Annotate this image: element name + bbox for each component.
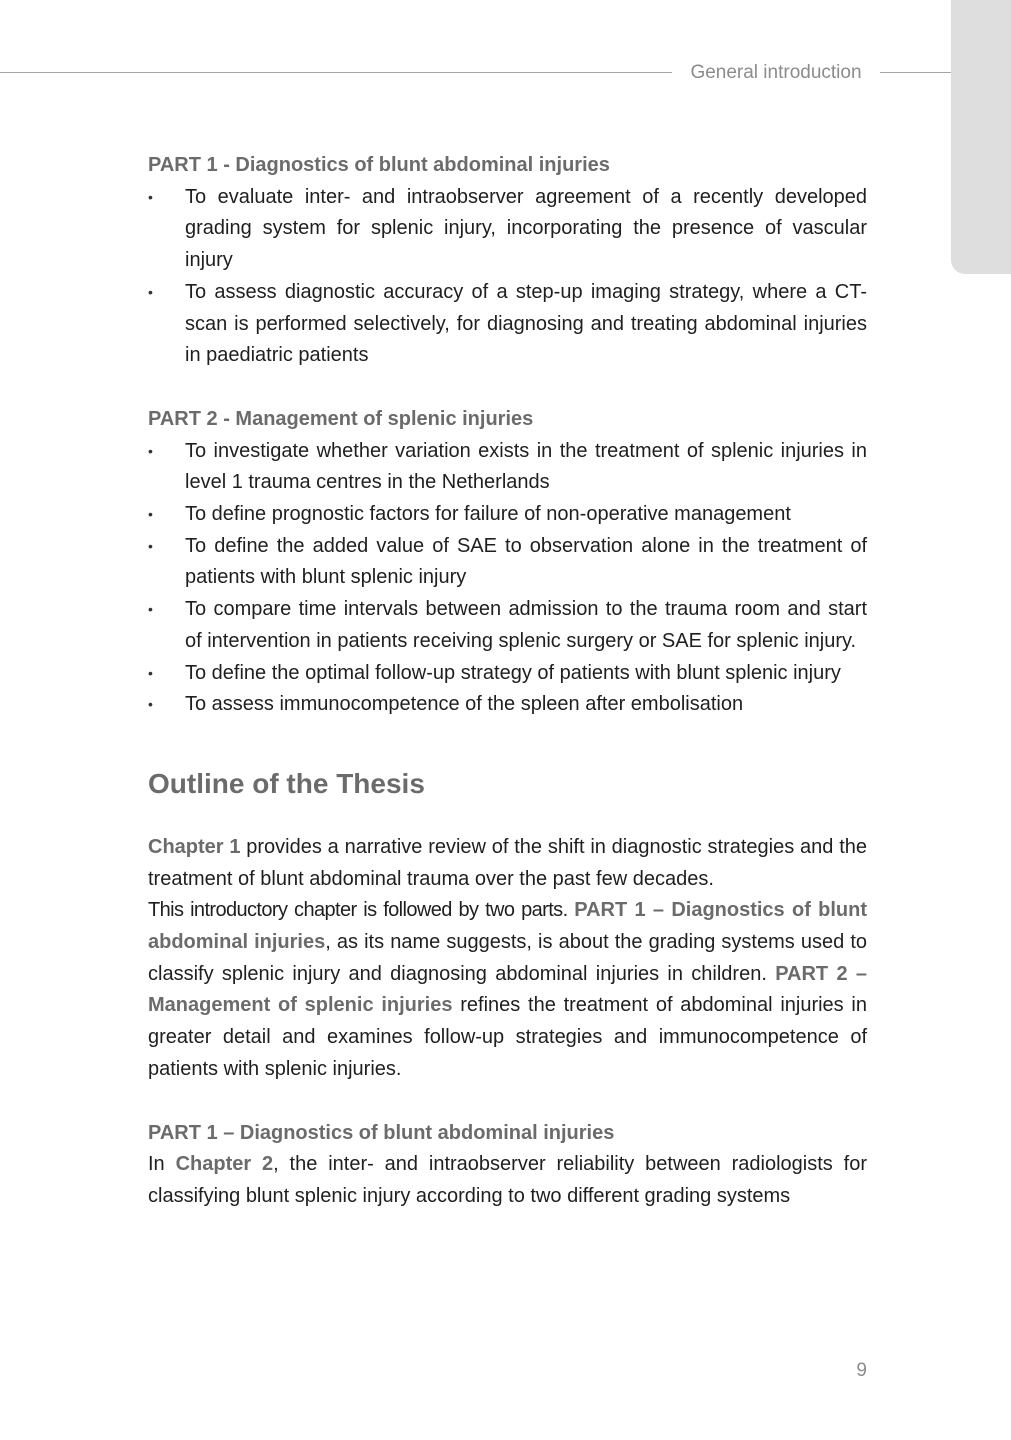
part2-list [148, 436, 867, 721]
part1-heading: PART 1 - Diagnostics of blunt abdominal injuries [148, 154, 610, 176]
paragraph-text: , as its name suggests, is about the grading systems used to classify splenic injury and diagnosing abdominal injuries in children. [148, 931, 868, 985]
paragraph-text: provides a narrative review of the shift in diagnostic strategies and the treatment of blunt abdominal trauma over the past few decades. [148, 835, 867, 890]
chapter-2-ref: Chapter 2 [175, 1153, 274, 1176]
paragraph-text: , the inter- and intraobserver reliability between radiologists for classifying blunt splenic injury according to two different grading systems [148, 1153, 867, 1207]
outline-paragraph-2 [148, 895, 867, 1085]
page-number: 9 [856, 1360, 867, 1381]
spacer [148, 372, 867, 404]
list-item: • To define the added value of SAE to observation alone in the treatment of patients with blunt splenic injury [148, 531, 867, 594]
list-item: • To define prognostic factors for failure of non-operative management [148, 499, 867, 531]
paragraph-text: This introductory chapter is followed by two parts. [148, 899, 575, 922]
spacer [148, 1086, 867, 1118]
list-item: • To assess diagnostic accuracy of a step-up imaging strategy, where a CT-scan is performed selectively, for diagnosing and treating abdominal injuries in paediatric patients [148, 277, 867, 372]
header-rule-right [880, 72, 951, 73]
part2-ref: PART 2 – Management of splenic injuries [148, 962, 867, 1017]
list-item: • To investigate whether variation exists in the treatment of splenic injuries in level 1 trauma centres in the Netherlands [148, 436, 867, 499]
section-title: Outline of the Thesis [148, 767, 425, 799]
page-body [148, 150, 867, 1213]
list-item: • To define the optimal follow-up strategy of patients with blunt splenic injury [148, 658, 867, 690]
paragraph-text: refines the treatment of abdominal injuries in greater detail and examines follow-up strategies and immunocompetence of patients with splenic injuries. [148, 994, 868, 1080]
list-item: • To evaluate inter- and intraobserver agreement of a recently developed grading system for splenic injury, incorporating the presence of vascular injury [148, 182, 867, 277]
list-item: • To assess immunocompetence of the spleen after embolisation [148, 689, 867, 721]
part1-list [148, 182, 867, 372]
paragraph-text: In [148, 1153, 176, 1176]
chapter-1-ref: Chapter 1 [148, 835, 241, 858]
outline-subheading: PART 1 – Diagnostics of blunt abdominal injuries [148, 1121, 615, 1144]
spacer [148, 801, 867, 832]
running-head: General introduction [690, 62, 862, 83]
header-rule-left [0, 72, 672, 73]
part1-ref: PART 1 – Diagnostics of blunt abdominal injuries [148, 899, 868, 954]
list-item: • To compare time intervals between admission to the trauma room and start of intervention in patients receiving splenic surgery or SAE for splenic injury. [148, 594, 867, 657]
part2-heading: PART 2 - Management of splenic injuries [148, 407, 534, 430]
outline-paragraph-1 [148, 832, 867, 895]
chapter-thumb-tab [951, 0, 1011, 274]
outline-paragraph-3 [148, 1149, 867, 1212]
